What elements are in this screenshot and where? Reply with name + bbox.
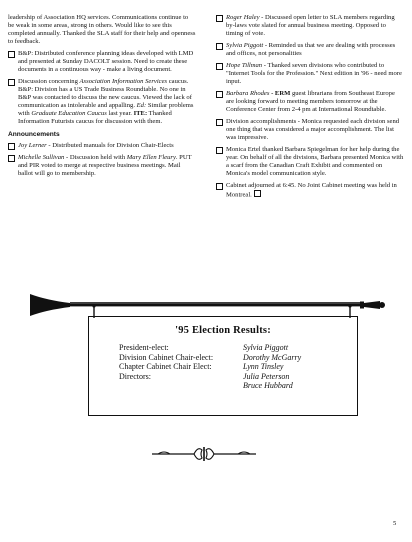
checkbox-bullet-icon	[8, 79, 15, 86]
election-title: '95 Election Results:	[175, 325, 271, 336]
intro-paragraph: leadership of Association HQ services. Communications continue to be weak in some areas, strong in others. Would like to see this completed annually. Thanked the SLA staff for their help and openness to feedback.	[8, 14, 196, 45]
list-item-cabinet	[216, 182, 404, 200]
list-item-monica	[216, 146, 404, 178]
ornament-divider-icon	[150, 444, 258, 464]
checkbox-bullet-icon	[8, 143, 15, 150]
list-item-hope	[216, 62, 404, 86]
election-role: Chapter Cabinet Chair Elect:	[119, 362, 212, 372]
discussion-text-4: last year.	[106, 110, 134, 117]
mary-ellen-name: Mary Ellen Fleury	[126, 154, 176, 161]
election-name: Sylvia Piggott	[243, 343, 289, 352]
hope-name: Hope Tillman	[226, 62, 263, 69]
roger-text: - Discussed open letter to SLA members regarding by-laws vote slated for annual business meeting. Opposed to timing of vote.	[226, 14, 395, 37]
sylvia-text: - Reminded us that we are dealing with processes and offices, not personalities	[226, 42, 396, 57]
election-results-box	[88, 316, 358, 416]
checkbox-bullet-icon	[216, 183, 223, 190]
checkbox-bullet-icon	[8, 51, 15, 58]
discussion-text-1: Discussion concerning	[18, 78, 80, 85]
election-role: Directors:	[119, 371, 151, 381]
discussion-caucus-name: Association Information Services	[79, 78, 168, 85]
list-item-divisions	[216, 118, 404, 142]
list-item-sylvia	[216, 42, 404, 58]
list-item-discussion	[8, 78, 196, 126]
list-item-michelle	[8, 154, 196, 178]
discussion-text-3: Similar problems with	[18, 102, 194, 117]
checkbox-bullet-icon	[216, 15, 223, 22]
discussion-ite-label: ITE:	[133, 110, 148, 117]
checkbox-bullet-icon	[8, 155, 15, 162]
monica-text: Monica Ertel thanked Barbara Spiegelman for her help during the year. On behalf of all the divisions, Barbara presented Monica with a scarf from the Canadian Craft Exhibit and commented on Monica's model communication style.	[226, 146, 404, 177]
election-name: Lynn Tinsley	[243, 362, 284, 372]
right-column	[216, 14, 404, 204]
item-bp-text: B&P: Distributed conference planning ideas developed with LMD and presented at Sunday DACOLT session. Need to create these documents in a continuous way - make a living document.	[18, 50, 194, 73]
joy-text: - Distributed manuals for Division Chair-Elects	[46, 142, 174, 149]
election-role: President-elect:	[119, 343, 169, 352]
list-item-bp	[8, 50, 196, 74]
michelle-name: Michelle Sullivan	[18, 154, 65, 161]
discussion-ed-label: Ed:	[136, 102, 147, 109]
list-item-roger	[216, 14, 404, 38]
checkbox-bullet-icon	[216, 119, 223, 126]
election-name: Bruce Hubbard	[243, 381, 293, 391]
checkbox-bullet-icon	[216, 91, 223, 98]
michelle-mid: - Discussion held with	[64, 154, 127, 161]
announcements-heading: Announcements	[8, 131, 60, 138]
hope-text: - Thanked seven divisions who contributed to "Internet Tools for the Profession." Next edition in '96 - need more input.	[226, 62, 402, 85]
election-names	[243, 343, 301, 391]
checkbox-bullet-icon	[216, 147, 223, 154]
barbara-text: guest librarians from Southeast Europe are looking forward to meeting members tomorrow at the Conference Center from 2-4 pm at International Roundtable.	[226, 90, 395, 113]
joy-name: Joy Lerner	[18, 142, 47, 149]
barbara-name: Barbara Rhodes	[226, 90, 270, 97]
discussion-text-2: caucus. B&P: Division has a US Trade Business Roundtable. No one in B&P was contacted to discuss the new caucus. Viewed the lack of communication as intolerable and appalling.	[18, 78, 192, 109]
roger-name: Roger Haley	[226, 14, 260, 21]
election-role: Division Cabinet Chair-elect:	[119, 352, 214, 362]
list-item-joy	[8, 142, 196, 150]
checkbox-bullet-icon	[216, 43, 223, 50]
end-mark-icon	[254, 190, 261, 197]
left-column	[8, 14, 196, 182]
page-number: 5	[393, 520, 397, 527]
divisions-text: Division accomplishments - Monica requested each division send one thing that was considered a major accomplishment. The list was impressive.	[226, 118, 400, 141]
checkbox-bullet-icon	[216, 63, 223, 70]
list-item-barbara	[216, 90, 404, 114]
michelle-text: . PUT and PIR voted to merge at respective business meetings. Mail ballot will go to membership.	[18, 154, 192, 177]
election-roles	[119, 343, 213, 381]
cabinet-text: Cabinet adjourned at 6:45. No Joint Cabinet meeting was held in Montreal.	[226, 182, 397, 199]
sylvia-name: Sylvia Piggott	[226, 42, 264, 49]
election-name: Julia Peterson	[243, 371, 290, 381]
discussion-grad-caucus: Graduate Education Caucus	[31, 110, 107, 117]
election-name: Dorothy McGarry	[243, 352, 302, 362]
discussion-text-5: Thanked Information Futurists caucus for discussion with them.	[18, 110, 172, 125]
barbara-erm: - ERM	[269, 90, 291, 97]
